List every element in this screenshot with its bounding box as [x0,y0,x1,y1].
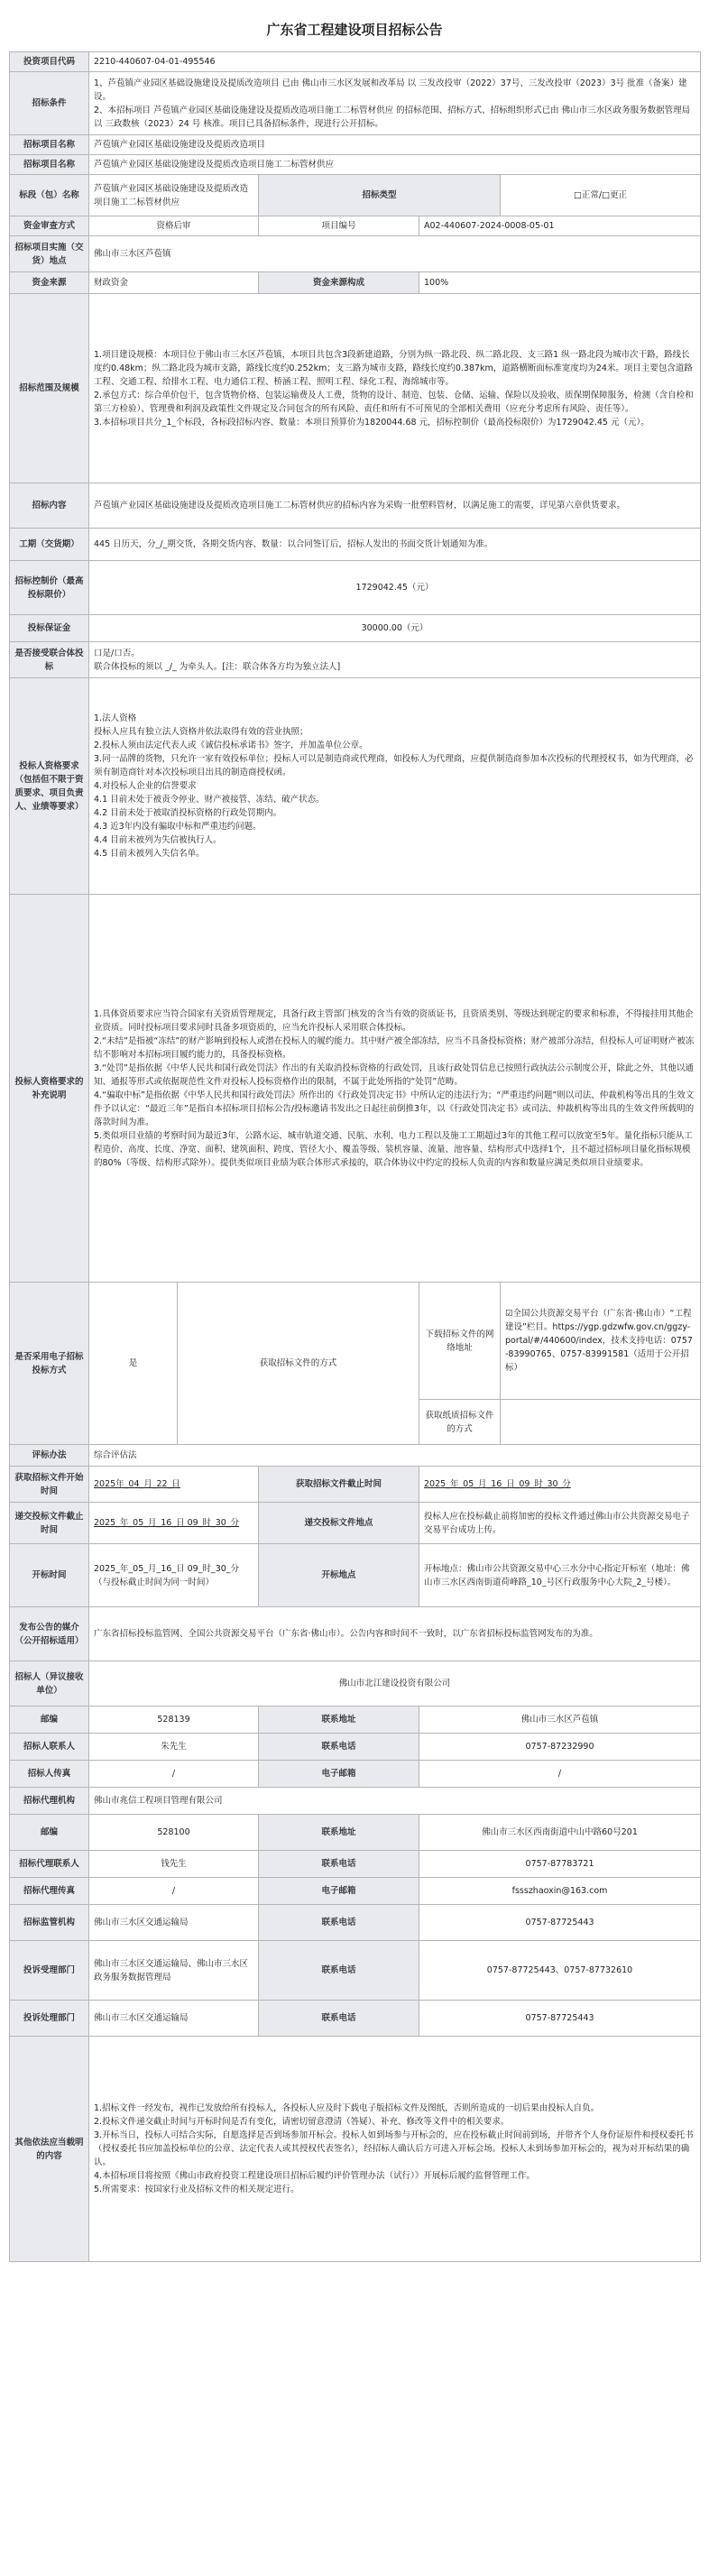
value-complaint-phone: 0757-87725443、0757-87732610 [419,1941,701,2001]
label-agent-fax: 招标代理传真 [10,1878,89,1905]
value-complaint: 佛山市三水区交通运输局、佛山市三水区政务服务数据管理局 [89,1941,259,2001]
value-section: 芦苞镇产业园区基础设施建设及提质改造项目施工二标管材供应 [89,175,259,216]
label-funds-ratio: 资金来源构成 [259,272,419,294]
label-tenderer-postcode: 邮编 [10,1707,89,1734]
label-agent-contact: 招标代理联系人 [10,1851,89,1878]
qualification-line: 4.5 目前未被列入失信名单。 [94,849,205,859]
value-tenderer-email: / [419,1761,701,1788]
value-deposit: 30000.00（元） [89,615,701,642]
label-tenderer-address: 联系地址 [259,1707,419,1734]
value-agent-phone: 0757-87783721 [419,1851,701,1878]
other-line: 1.招标文件一经发布，视作已发放给所有投标人，各投标人应及时下载电子版招标文件及图纸，否则所造成的一切后果由投标人自负。 [94,2103,600,2113]
label-supervisor: 招标监管机构 [10,1905,89,1941]
value-consortium [89,642,701,678]
label-tenderer: 招标人（异议接收单位） [10,1661,89,1707]
label-scope: 招标范围及规模 [10,294,89,483]
label-agent-address: 联系地址 [259,1815,419,1851]
notes-line: 1.具体资质要求应当符合国家有关资质管理规定，具备行政主管部门核发的含当有效的资质证书，且资质类别、等级达到规定的要求和标准，不得接挂用其他企业资质。同时投标项目要求同时具备多项资质的，应当允许投标人采用联合体投标。 [94,1008,694,1033]
value-tenderer-contact: 朱先生 [89,1734,259,1761]
value-submit-deadline: 2025_年_05_月_16_日 09_时_30_分 [89,1503,259,1544]
value-handler-phone: 0757-87725443 [419,2001,701,2037]
value-duration: 445 日历天，分_/_期交货，各期交货内容、数量：以合同签订后，招标人发出的书面交货计划通知为准。 [89,529,701,561]
label-complaint-phone: 联系电话 [259,1941,419,2001]
conditions-line: 2、本招标项目 芦苞镇产业园区基础设施建设及提质改造项目施工二标管材供应 的招标范围、招标方式、招标组织形式已由 佛山市三水区政务服务数据管理局 以 三政数核（2023）24 号 核准。项目已具备招标条件，现进行公开招标。 [94,105,691,129]
label-project-name: 招标项目名称 [10,135,89,155]
qualification-line: 4.1 目前未处于被责令停业、财产被接管、冻结、破产状态。 [94,795,325,805]
label-submit-place: 递交投标文件地点 [259,1503,419,1544]
value-funds: 财政资金 [89,272,259,294]
label-agent-postcode: 邮编 [10,1815,89,1851]
label-tenderer-phone: 联系电话 [259,1734,419,1761]
value-submit-place: 投标人应在投标截止前将加密的投标文件通过佛山市公共资源交易电子交易平台成功上传。 [419,1503,701,1544]
value-other [89,2037,701,2262]
value-tenderer-fax: / [89,1761,259,1788]
conditions-line: 1、芦苞镇产业园区基础设施建设及提质改造项目 已由 佛山市三水区发展和改革局 以 三发改投审（2022）37号、三发改投审（2023）3号 批准（备案）建设。 [94,78,687,102]
notice-table [9,51,701,2262]
value-notes [89,895,701,1283]
notes-line: 5.类似项目业绩的考察时间为最近3年，公路水运、城市轨道交通、民航、水利、电力工程以及施工工期超过3年的其他工程可以放宽至5年。量化指标只能从工程造价、高度、长度、净宽、面积、建筑面积、跨度、管径大小、覆盖等级、装机容量、流量、池容量、结构形式中选择1个，且不超过招标项目量化指标规模的80%（等级、结构形式除外）。提供类似项目业绩为联合体形式承接的，联合体协议中约定的投标人负责的内容和数量应满足类似项目业绩要求。 [94,1130,693,1168]
label-doc-method: 获取招标文件的方式 [178,1283,419,1445]
label-paper-doc-method: 获取纸质招标文件的方式 [419,1400,501,1445]
qualification-line: 投标人应具有独立法人资格并依法取得有效的营业执照； [94,727,308,737]
value-bid-project-name: 芦苞镇产业园区基础设施建设及提质改造项目施工二标管材供应 [89,155,701,175]
value-download-address[interactable]: ☑全国公共资源交易平台（广东省·佛山市）“工程建设”栏目。https://ygp.gdzwfw.gov.cn/ggzy-portal/#/440600/index，技术支持电话：0757-83990765、0757-83991581（适用于公开招标） [501,1283,701,1400]
qualification-line: 4.4 目前未被列为失信被执行人。 [94,835,222,845]
label-section-type: 招标类型 [259,175,501,216]
other-line: 4.本招标项目将按照《佛山市政府投资工程建设项目招标后履约评价管理办法（试行）》开展标后履约监督管理工作。 [94,2171,535,2181]
value-open-time: 2025_年_05_月_16_日 09_时_30_分（与投标截止时间为同一时间） [89,1544,259,1607]
label-control-price: 招标控制价（最高投标限价） [10,561,89,615]
qualification-line: 4.3 近3年内没有骗取中标和严重违约问题。 [94,822,262,832]
value-agent-email: fssszhaoxin@163.com [419,1878,701,1905]
label-doc-start: 获取招标文件开始时间 [10,1467,89,1503]
scope-line: 3.本招标项目共分_1_个标段，各标段招标内容、数量：本项目预算价为1820044.68 元，招标控制价（最高投标限价）为1729042.45 元（元）。 [94,417,649,428]
value-location: 佛山市三水区芦苞镇 [89,236,701,272]
label-notes: 投标人资格要求的补充说明 [10,895,89,1283]
value-open-place: 开标地点：佛山市公共资源交易中心三水分中心指定开标室（地址：佛山市三水区西南街道荷峰路_10_号区行政服务中心大院_2_号楼）。 [419,1544,701,1607]
label-evaluation: 评标办法 [10,1445,89,1467]
value-project-name: 芦苞镇产业园区基础设施建设及提质改造项目 [89,135,701,155]
value-electronic: 是 [89,1283,178,1445]
label-handler: 投诉处理部门 [10,2001,89,2037]
value-tenderer-address: 佛山市三水区芦苞镇 [419,1707,701,1734]
value-control-price: 1729042.45（元） [89,561,701,615]
value-conditions [89,72,701,135]
label-consortium: 是否接受联合体投标 [10,642,89,678]
value-agent-contact: 钱先生 [89,1851,259,1878]
value-scope [89,294,701,483]
label-open-place: 开标地点 [259,1544,419,1607]
value-paper-doc-method [501,1400,701,1445]
value-tenderer-postcode: 528139 [89,1707,259,1734]
page-title: 广东省工程建设项目招标公告 [266,22,443,38]
notice-page [9,0,700,2262]
qualification-line: 2.投标人须由法定代表人或《诚信投标承诺书》签字，并加盖单位公章。 [94,741,368,750]
label-project-number: 项目编号 [259,216,419,236]
value-agent-fax: / [89,1878,259,1905]
notes-line: 2.“未结”是指被“冻结”的财产影响到投标人或潜在投标人的履约能力。其中财产被全部冻结，应当不具备投标资格；财产被部分冻结，但投标人可证明财产被冻结不影响对本招标项目履约能力的，具备投标资格。 [94,1035,695,1060]
label-submit-deadline: 递交投标文件截止时间 [10,1503,89,1544]
value-handler: 佛山市三水区交通运输局 [89,2001,259,2037]
value-doc-end: 2025_年_05_月_16_日_09_时_30_分 [419,1467,701,1503]
label-agent-phone: 联系电话 [259,1851,419,1878]
value-doc-start: 2025年_04_月_22_日 [89,1467,259,1503]
qualification-line: 3.同一品牌的货物，只允许一家有效投标单位；投标人可以是制造商或代理商，如投标人为代理商，应提供制造商参加本次投标的代理授权书，如为代理商，必须有制造商针对本次投标项目出具的制造商授权函。 [94,754,694,777]
label-project-code: 投资项目代码 [10,52,89,72]
qualification-line: 4.2 目前未处于被取消投标资格的行政处罚期内。 [94,808,282,818]
value-agent: 佛山市兆信工程项目管理有限公司 [89,1788,701,1815]
label-tenderer-contact: 招标人联系人 [10,1734,89,1761]
label-agent: 招标代理机构 [10,1788,89,1815]
label-doc-end: 获取招标文件截止时间 [259,1467,419,1503]
value-agent-address: 佛山市三水区西南街道中山中路60号201 [419,1815,701,1851]
consortium-line: 联合体投标的须以 _/_ 为牵头人。[注：联合体各方均为独立法人] [94,661,341,672]
label-bid-project-name: 招标项目名称 [10,155,89,175]
value-review-method: 资格后审 [89,216,259,236]
label-handler-phone: 联系电话 [259,2001,419,2037]
label-duration: 工期（交货期） [10,529,89,561]
value-tenderer: 佛山市北江建设投资有限公司 [89,1661,701,1707]
qualification-line: 1.法人资格 [94,713,137,723]
label-complaint: 投诉受理部门 [10,1941,89,2001]
value-agent-postcode: 528100 [89,1815,259,1851]
notes-line: 3.“处罚”是指依据《中华人民共和国行政处罚法》作出的有关取消投标资格的行政处罚，且该行政处罚信息已按照行政执法公示制度公开，除此之外，其他以通知、通报等形式或依据规范性文件对投标人投标资格作出的限制，不属于此处所指的“处罚”范畴。 [94,1063,694,1087]
scope-line: 2.承包方式：综合单价包干，包含货物价格、包装运输费及人工费，货物的设计、制造、包装、仓储、运输、保险以及验收、质保期保障服务，检测（含自检和第三方检验）、管理费和利润及政策性文件规定及合同包含的所有风险、责任和所有不可预见的全部相关费用（应充分考虑所有风险、责任等）。 [94,390,694,414]
other-line: 5.所需要求：按国家行业及招标文件的相关规定进行。 [94,2185,299,2194]
scope-line: 1.项目建设规模：本项目位于佛山市三水区芦苞镇，本项目共包含3段新建道路，分别为纵一路北段、纵二路北段、支三路1 纵一路北段为城市次干路，路线长度约0.48km；纵二路北段为城市支路，路线长度约0.252km；支三路为城市支路，路线长度约0.387km，道路横断面标准宽度均为24米。项目主要包含道路工程、交通工程、给排水工程、电力通信工程、桥涵工程、照明工程、绿化工程、海绵城市等。 [94,349,693,387]
other-line: 3.开标当日，投标人可结合实际，自愿选择是否到场参加开标会。投标人如到场参与开标会的，应在投标截止时间前到场，并带齐个人身份证原件和授权委托书（授权委托书应加盖投标单位的公章、法定代表人或其授权代表签名），经招标人确认后方可进入开标会场。投标人未到场参加开标会的，视为对开标结果的确认。 [94,2130,694,2167]
value-project-code: 2210-440607-04-01-495546 [89,52,701,72]
value-evaluation: 综合评估法 [89,1445,701,1467]
qualification-line: 4.对投标人企业的信誉要求 [94,781,197,791]
label-download-address: 下载招标文件的网络地址 [419,1283,501,1400]
label-other: 其他依法应当载明的内容 [10,2037,89,2262]
value-media: 广东省招标投标监管网、全国公共资源交易平台（广东省·佛山市）。公告内容和时间不一致时，以广东省招标投标监管网发布的为准。 [89,1607,701,1661]
value-section-type: □正常/□更正 [501,175,701,216]
label-conditions: 招标条件 [10,72,89,135]
label-review-method: 资金审查方式 [10,216,89,236]
label-media: 发布公告的媒介（公开招标适用） [10,1607,89,1661]
value-content: 芦苞镇产业园区基础设施建设及提质改造项目施工二标管材供应的招标内容为采购一批塑料管材，以满足施工的需要，详见第六章供货要求。 [89,483,701,529]
label-open-time: 开标时间 [10,1544,89,1607]
label-agent-email: 电子邮箱 [259,1878,419,1905]
value-supervisor-phone: 0757-87725443 [419,1905,701,1941]
label-section: 标段（包）名称 [10,175,89,216]
label-electronic: 是否采用电子招标投标方式 [10,1283,89,1445]
value-tenderer-phone: 0757-87232990 [419,1734,701,1761]
notes-line: 4.“骗取中标”是指依据《中华人民共和国行政处罚法》所作出的《行政处罚决定书》中所认定的违法行为；“严重违约问题”则以司法、仲裁机构等出具的生效文件予以认定：“最近三年”是指自本招标项目招标公告/投标邀请书发出之日起往前倒推3年，以《行政处罚决定书》或司法、仲裁机构等出具的生效文件所载明的落款时间为准。 [94,1090,695,1127]
value-qualifications [89,678,701,895]
label-deposit: 投标保证金 [10,615,89,642]
value-project-number: A02-440607-2024-0008-05-01 [419,216,701,236]
label-tenderer-fax: 招标人传真 [10,1761,89,1788]
other-line: 2.投标文件递交截止时间与开标时间是否有变化，请密切留意澄清（答疑）、补充、修改等文件中的相关要求。 [94,2117,510,2127]
label-location: 招标项目实施（交货）地点 [10,236,89,272]
value-supervisor: 佛山市三水区交通运输局 [89,1905,259,1941]
label-tenderer-email: 电子邮箱 [259,1761,419,1788]
value-funds-ratio: 100% [419,272,701,294]
consortium-line: 口是/口否。 [94,648,140,658]
label-content: 招标内容 [10,483,89,529]
label-funds: 资金来源 [10,272,89,294]
label-supervisor-phone: 联系电话 [259,1905,419,1941]
label-qualifications: 投标人资格要求（包括但不限于资质要求、项目负责人、业绩等要求） [10,678,89,895]
